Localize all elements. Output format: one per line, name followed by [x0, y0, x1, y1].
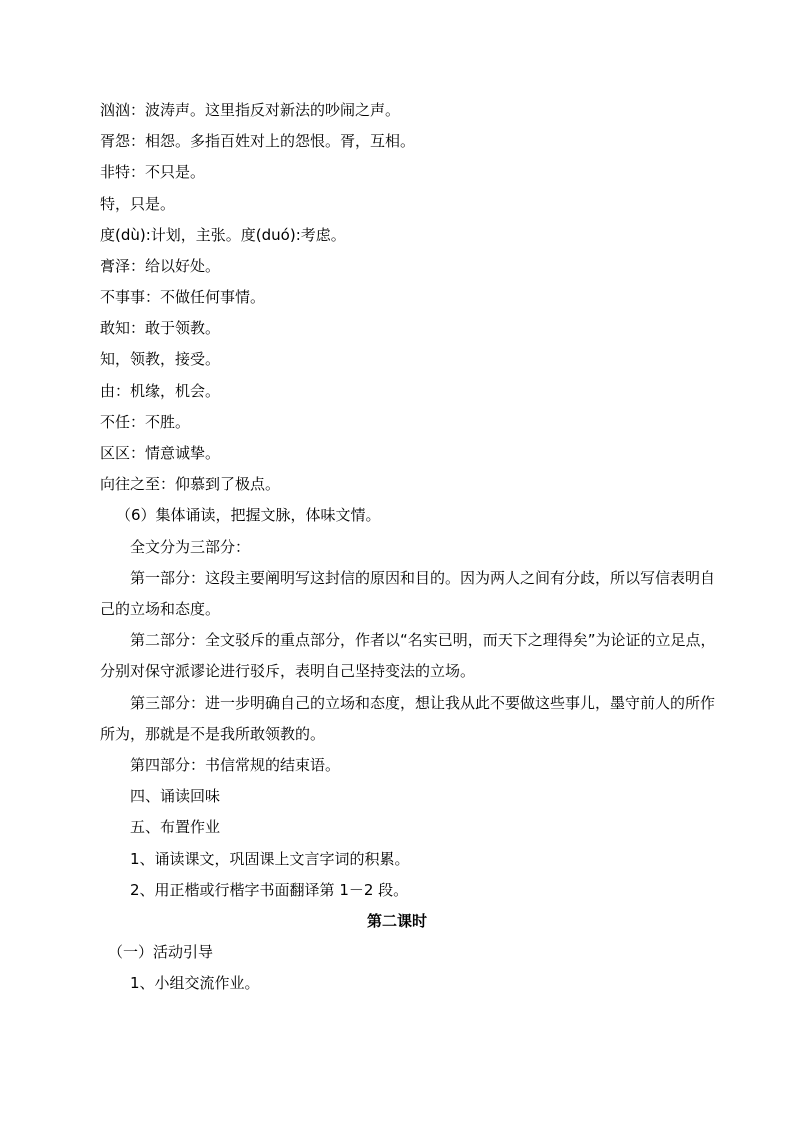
lesson-title: 第二课时	[366, 912, 427, 930]
glossary-item: 膏泽：给以好处。	[100, 257, 221, 275]
activity-item: 1、小组交流作业。	[130, 974, 260, 992]
homework-item: 1、诵读课文，巩固课上文言字词的积累。	[130, 850, 410, 868]
glossary-item: 不事事：不做任何事情。	[100, 288, 266, 306]
paragraph-part3: 第三部分：进一步明确自己的立场和态度，想让我从此不要做这些事儿，墨守前人的所作	[130, 694, 716, 712]
paragraph-part4: 第四部分：书信常规的结束语。	[130, 756, 341, 774]
paragraph-part2: 第二部分：全文驳斥的重点部分，作者以“名实已明，而天下之理得矣”为论证的立足点，	[130, 631, 716, 649]
paragraph-part1-continued: 己的立场和态度。	[100, 600, 221, 618]
glossary-item: 知，领教，接受。	[100, 350, 221, 368]
glossary-item: 汹汹：波涛声。这里指反对新法的吵闹之声。	[100, 101, 401, 119]
glossary-item: 胥怨：相怨。多指百姓对上的怨恨。胥，互相。	[100, 132, 416, 150]
structure-intro: 全文分为三部分：	[130, 538, 251, 556]
glossary-item: 非特：不只是。	[100, 163, 206, 181]
paragraph-part1: 第一部分：这段主要阐明写这封信的原因和目的。因为两人之间有分歧，所以写信表明自	[130, 569, 716, 587]
glossary-item: 敢知：敢于领教。	[100, 319, 221, 337]
paragraph-part3-continued: 所为，那就是不是我所敢领教的。	[100, 725, 326, 743]
glossary-item: 度(dù):计划，主张。度(duó):考虑。	[100, 226, 346, 244]
glossary-item: 不任：不胜。	[100, 413, 191, 431]
glossary-item: 由：机缘，机会。	[100, 382, 221, 400]
homework-item: 2、用正楷或行楷字书面翻译第 1－2 段。	[130, 881, 409, 899]
glossary-item: 区区：情意诚挚。	[100, 444, 221, 462]
section-heading: 四、诵读回味	[130, 787, 221, 805]
section-heading: 五、布置作业	[130, 818, 221, 836]
paragraph-part2-continued: 分别对保守派谬论进行驳斥，表明自己坚持变法的立场。	[100, 662, 476, 680]
activity-heading: （一）活动引导	[108, 943, 214, 961]
glossary-item: 特，只是。	[100, 195, 176, 213]
step-heading: （6）集体诵读，把握文脉，体味文情。	[116, 506, 381, 524]
glossary-item: 向往之至：仰慕到了极点。	[100, 475, 281, 493]
